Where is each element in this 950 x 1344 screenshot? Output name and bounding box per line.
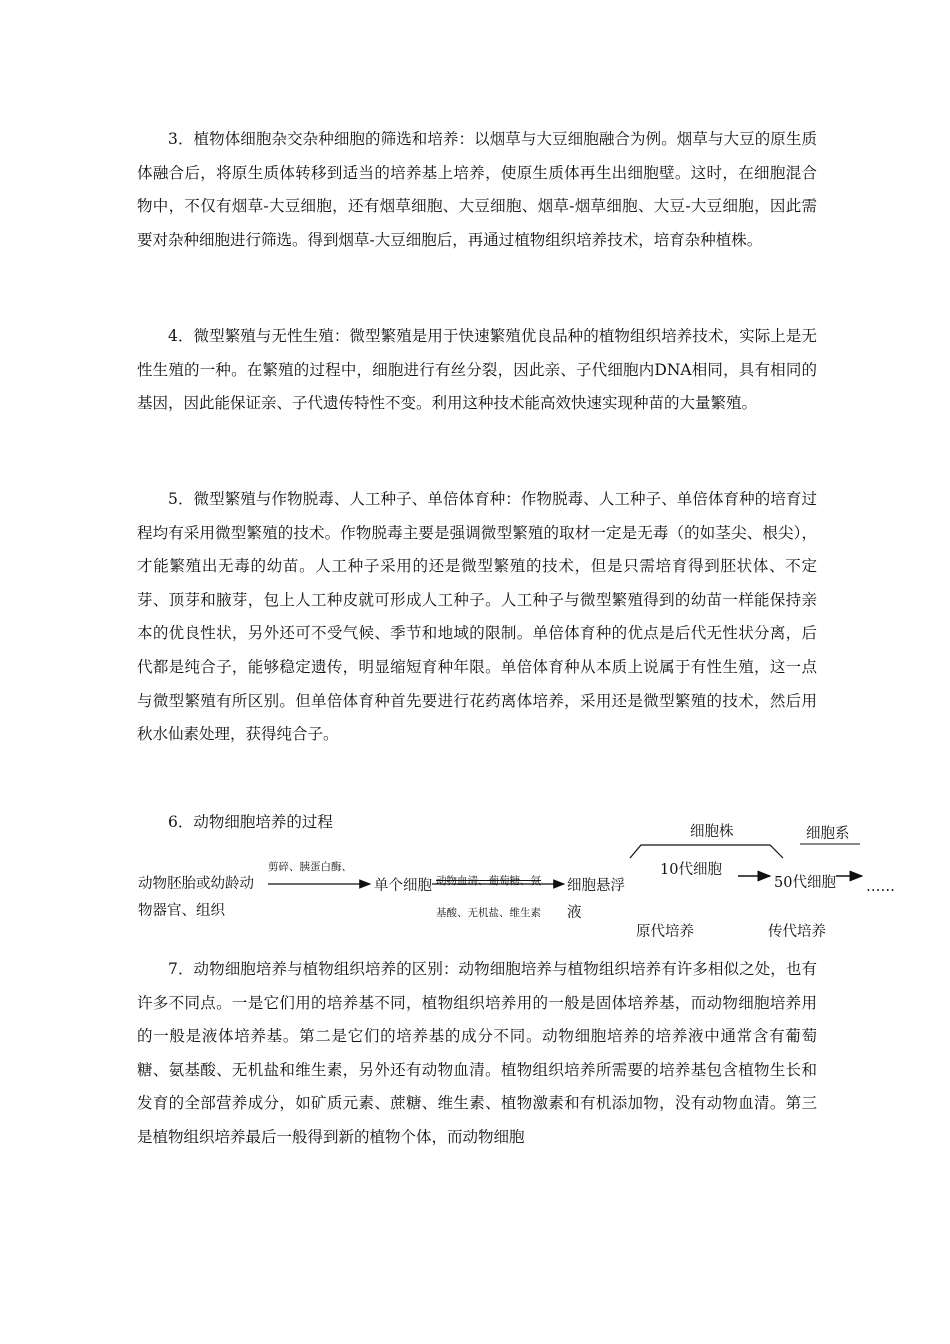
medium-top-label: 动物血清、葡萄糖、氨	[436, 875, 541, 887]
source-label-line1: 动物胚胎或幼龄动	[138, 876, 254, 892]
paragraph-7: 7．动物细胞培养与植物组织培养的区别：动物细胞培养与植物组织培养有许多相似之处，也有许多不同点。一是它们用的培养基不同，植物组织培养用的一般是固体培养基，而动物细胞培养用的一般是液体培养基。第二是它们的培养基的成分不同。动物细胞培养的培养液中通常含有葡萄糖、氨基酸、无机盐和维生素，另外还有动物血清。植物组织培养所需要的培养基包含植物生长和发育的全部营养成分，如矿质元素、蔗糖、维生素、植物激素和有机添加物，没有动物血清。第三是植物组织培养最后一般得到新的植物个体，而动物细胞	[137, 960, 817, 1146]
suspension-label-line2: 液	[567, 905, 582, 921]
cell-line-bracket	[630, 845, 783, 858]
source-label-line2: 物器官、组织	[138, 903, 225, 919]
paragraph-5: 5．微型繁殖与作物脱毒、人工种子、单倍体育种：作物脱毒、人工种子、单倍体育种的培育过程均有采用微型繁殖的技术。作物脱毒主要是强调微型繁殖的取材一定是无毒（的如茎尖、根尖），才能繁殖出无毒的幼苗。人工种子采用的还是微型繁殖的技术，但是只需培育得到胚状体、不定芽、顶芽和腋芽，包上人工种皮就可形成人工种子。人工种子与微型繁殖得到的幼苗一样能保持亲本的优良性状，另外还可不受气候、季节和地域的限制。单倍体育种的优点是后代无性状分离，后代都是纯合子，能够稳定遗传，明显缩短育种年限。单倍体育种从本质上说属于有性生殖，这一点与微型繁殖有所区别。但单倍体育种首先要进行花药离体培养，采用还是微型繁殖的技术，然后用秋水仙素处理，获得纯合子。	[137, 490, 817, 744]
cell-strain-label: 细胞系	[806, 826, 850, 842]
cell-culture-flow-diagram	[0, 820, 950, 950]
paragraph-4: 4．微型繁殖与无性生殖：微型繁殖是用于快速繁殖优良品种的植物组织培养技术，实际上是无性生殖的一种。在繁殖的过程中，细胞进行有丝分裂，因此亲、子代细胞内DNA相同，具有相同的基因，因此能保证亲、子代遗传特性不变。利用这种技术能高效快速实现种苗的大量繁殖。	[137, 327, 817, 413]
heading-6: 6．动物细胞培养的过程	[168, 813, 333, 831]
step1-reagent-label: 剪碎、胰蛋白酶、	[268, 861, 352, 873]
single-cell-label: 单个细胞	[374, 878, 432, 894]
generation-10-label: 10代细胞	[660, 862, 722, 878]
ellipsis-label: ……	[866, 879, 895, 895]
cell-line-label: 细胞株	[690, 824, 734, 840]
subculture-label: 传代培养	[768, 924, 826, 940]
suspension-label-line1: 细胞悬浮	[567, 878, 625, 894]
primary-culture-label: 原代培养	[636, 924, 694, 940]
medium-bottom-label: 基酸、无机盐、维生素	[436, 907, 541, 919]
generation-50-label: 50代细胞	[774, 875, 836, 891]
paragraph-3: 3．植物体细胞杂交杂种细胞的筛选和培养：以烟草与大豆细胞融合为例。烟草与大豆的原生质体融合后，将原生质体转移到适当的培养基上培养，使原生质体再生出细胞壁。这时，在细胞混合物中，不仅有烟草-大豆细胞，还有烟草细胞、大豆细胞、烟草-烟草细胞、大豆-大豆细胞，因此需要对杂种细胞进行筛选。得到烟草-大豆细胞后，再通过植物组织培养技术，培育杂种植株。	[137, 130, 817, 249]
